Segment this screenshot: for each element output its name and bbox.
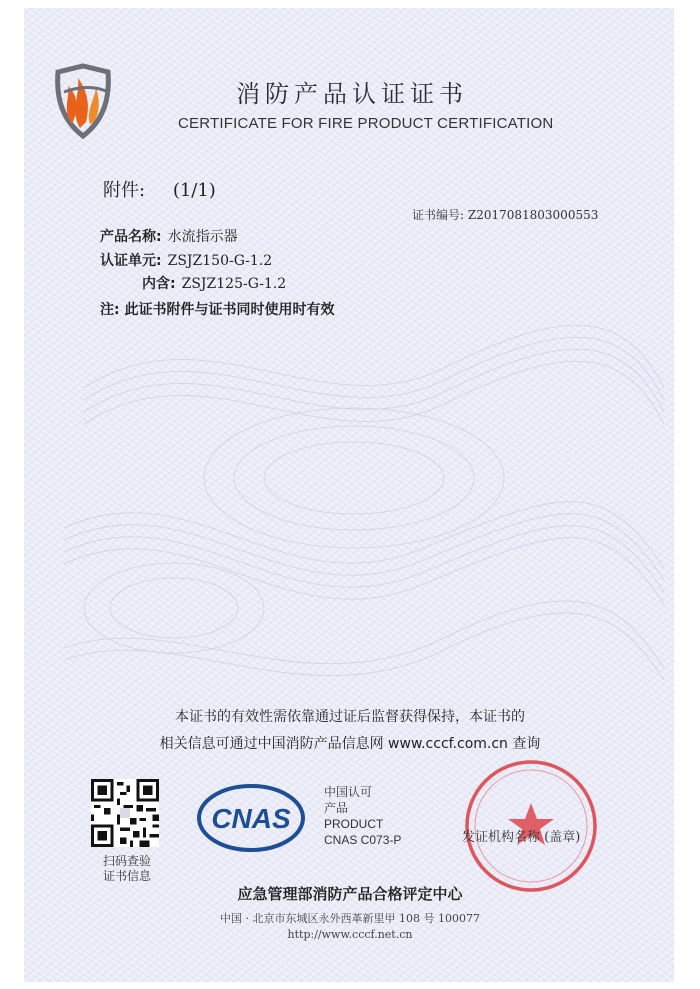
attachment-value: (1/1) bbox=[172, 180, 216, 201]
validity-line-2: 相关信息可通过中国消防产品信息网 www.cccf.com.cn 查询 bbox=[159, 736, 541, 752]
certificate-title-en: CERTIFICATE FOR FIRE PRODUCT CERTIFICATION bbox=[178, 115, 554, 132]
fire-shield-logo-icon bbox=[50, 62, 116, 140]
cnas-line-3: PRODUCT bbox=[324, 817, 384, 831]
certificate-title-cn: 消防产品认证证书 bbox=[236, 80, 468, 108]
cnas-line-2: 产品 bbox=[324, 801, 349, 815]
organization-address: 中国 · 北京市东城区永外西革新里甲 108 号 100077 bbox=[220, 912, 480, 925]
product-name-value: 水流指示器 bbox=[167, 229, 238, 245]
cert-unit-value: ZSJZ150-G-1.2 bbox=[167, 253, 273, 269]
validity-line-1: 本证书的有效性需依靠通过证后监督获得保持，本证书的 bbox=[175, 709, 525, 725]
product-name-label: 产品名称: bbox=[100, 229, 162, 245]
cnas-line-4: CNAS C073-P bbox=[324, 833, 402, 847]
qr-code[interactable] bbox=[91, 779, 159, 847]
qr-caption-line-2: 证书信息 bbox=[102, 869, 151, 883]
qr-caption bbox=[92, 854, 162, 884]
cnas-accreditation-info bbox=[324, 784, 401, 848]
issuer-label: 发证机构名称 (盖章) bbox=[462, 830, 581, 845]
cnas-logo bbox=[196, 782, 306, 854]
cnas-line-1: 中国认可 bbox=[324, 785, 373, 799]
validity-note: 注: 此证书附件与证书同时使用时有效 bbox=[100, 302, 335, 318]
includes-label: 内含: bbox=[142, 276, 176, 292]
cert-unit-row bbox=[100, 250, 272, 270]
issuing-organization: 应急管理部消防产品合格评定中心 bbox=[237, 885, 463, 903]
cnas-logo-text: CNAS bbox=[211, 803, 291, 834]
attachment-label: 附件: bbox=[103, 180, 146, 201]
qr-caption-line-1: 扫码查验 bbox=[102, 854, 151, 868]
product-name-row bbox=[100, 226, 238, 246]
includes-value: ZSJZ125-G-1.2 bbox=[181, 276, 287, 292]
cert-unit-label: 认证单元: bbox=[100, 253, 162, 269]
attachment-header bbox=[103, 176, 216, 202]
includes-row bbox=[142, 273, 286, 293]
organization-website-link[interactable]: http://www.cccf.net.cn bbox=[287, 928, 413, 941]
certificate-number: 证书编号: Z2017081803000553 bbox=[412, 208, 599, 222]
